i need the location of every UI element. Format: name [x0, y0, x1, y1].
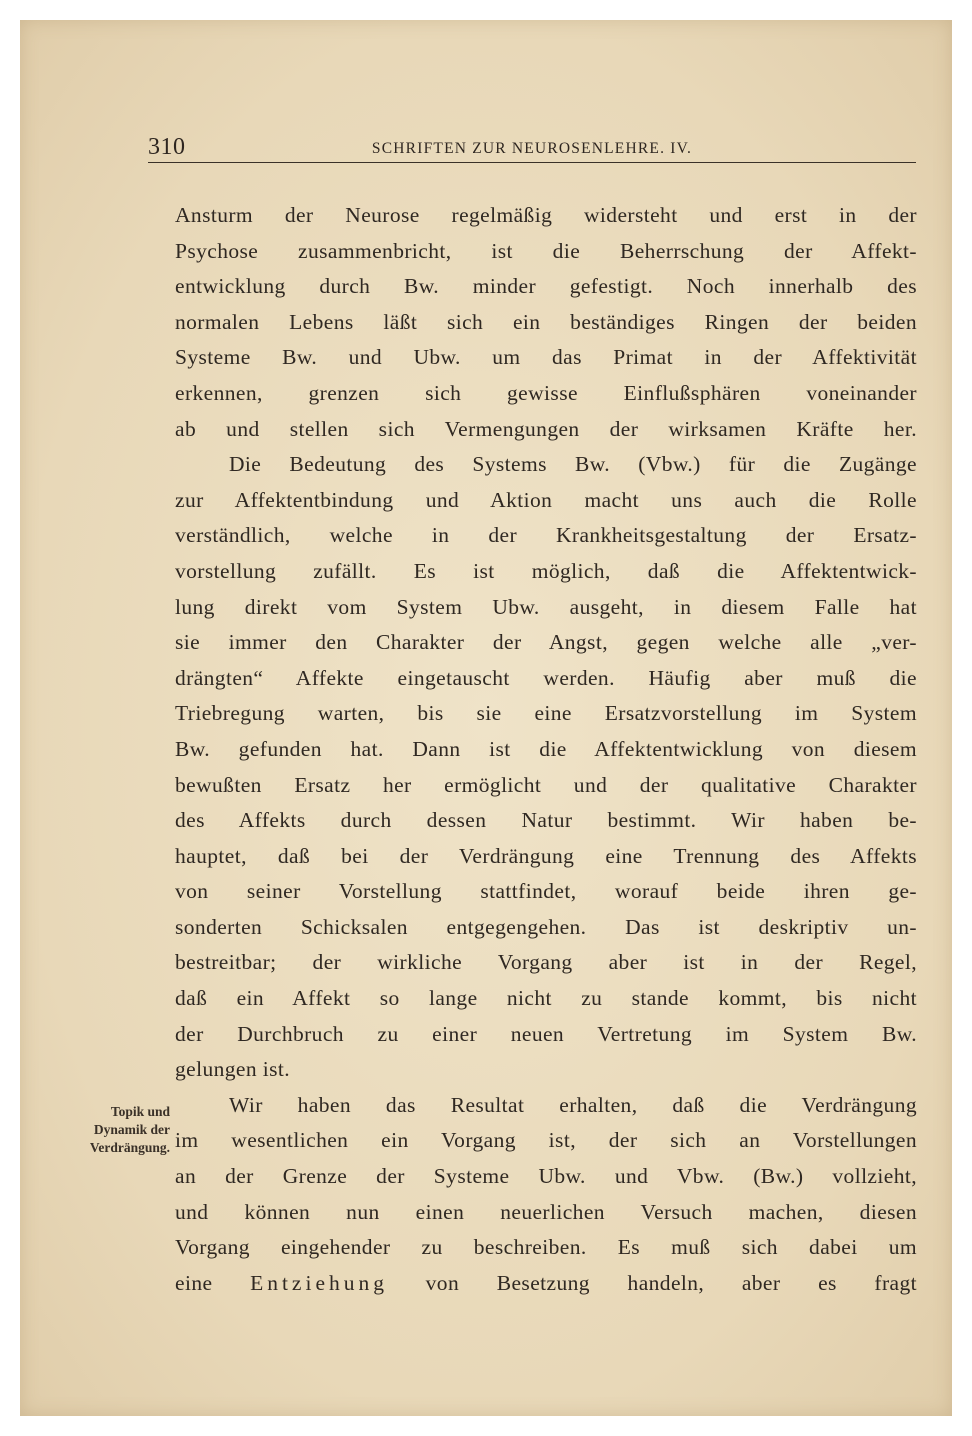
text-line: erkennen, grenzen sich gewisse Einflußsphären voneinander: [175, 380, 917, 405]
text-line: normalen Lebens läßt sich ein beständiges Ringen der beiden: [175, 309, 917, 334]
text-line: sonderten Schicksalen entgegengehen. Das ist deskriptiv un-: [175, 914, 917, 939]
text-line: Psychose zusammenbricht, ist die Beherrschung der Affekt-: [175, 238, 917, 263]
text-line: entwicklung durch Bw. minder gefestigt. Noch innerhalb des: [175, 274, 917, 299]
text-line: sie immer den Charakter der Angst, gegen welche alle „ver-: [175, 630, 917, 655]
text-line: des Affekts durch dessen Natur bestimmt. Wir haben be-: [175, 808, 917, 833]
margin-note-line: Topik und: [110, 1104, 170, 1119]
text-line: Wir haben das Resultat erhalten, daß die Verdrängung: [229, 1092, 917, 1117]
text-line: Triebregung warten, bis sie eine Ersatzvorstellung im System: [175, 701, 917, 726]
text-line: verständlich, welche in der Krankheitsgestaltung der Ersatz-: [175, 523, 917, 548]
text-line: lung direkt vom System Ubw. ausgeht, in diesem Falle hat: [175, 594, 917, 619]
text-line: Systeme Bw. und Ubw. um das Primat in der Affektivität: [175, 345, 917, 370]
emphasized-word: Entziehung: [250, 1270, 388, 1295]
text-line: Die Bedeutung des Systems Bw. (Vbw.) für die Zugänge: [229, 452, 917, 477]
text-line: vorstellung zufällt. Es ist möglich, daß die Affektentwick-: [175, 558, 917, 583]
margin-note-line: Verdrängung.: [89, 1140, 170, 1155]
text-line: im wesentlichen ein Vorgang ist, der sich an Vorstellungen: [175, 1128, 917, 1153]
text-line: hauptet, daß bei der Verdrängung eine Trennung des Affekts: [175, 843, 917, 868]
page-header: [148, 118, 916, 163]
page-number: 310: [148, 134, 186, 160]
text-line: bewußten Ersatz her ermöglicht und der qualitative Charakter: [175, 772, 917, 797]
text-line: drängten“ Affekte eingetauscht werden. Häufig aber muß die: [175, 665, 917, 690]
text-fragment: von Besetzung handeln, aber es fragt: [425, 1270, 918, 1295]
body-text: [175, 198, 917, 1301]
text-line: Bw. gefunden hat. Dann ist die Affektentwicklung von diesem: [175, 736, 917, 761]
text-line: ab und stellen sich Vermengungen der wirksamen Kräfte her.: [175, 416, 917, 441]
text-line: und können nun einen neuerlichen Versuch machen, diesen: [175, 1199, 917, 1224]
text-line: zur Affektentbindung und Aktion macht uns auch die Rolle: [175, 487, 917, 512]
text-line: bestreitbar; der wirkliche Vorgang aber ist in der Regel,: [175, 950, 917, 975]
text-line: gelungen ist.: [175, 1057, 291, 1082]
running-title: SCHRIFTEN ZUR NEUROSENLEHRE. IV.: [371, 140, 693, 157]
margin-note-line: Dynamik der: [93, 1122, 170, 1137]
text-line: Ansturm der Neurose regelmäßig widersteht und erst in der: [175, 203, 917, 227]
text-fragment: eine: [175, 1270, 213, 1295]
text-line: der Durchbruch zu einer neuen Vertretung im System Bw.: [175, 1021, 917, 1046]
text-line: Vorgang eingehender zu beschreiben. Es muß sich dabei um: [175, 1235, 917, 1260]
text-line: von seiner Vorstellung stattfindet, worauf beide ihren ge-: [175, 879, 917, 904]
text-line: an der Grenze der Systeme Ubw. und Vbw. (Bw.) vollzieht,: [175, 1164, 917, 1189]
text-line-last: [175, 1266, 917, 1302]
margin-note: [44, 1103, 170, 1157]
text-line: daß ein Affekt so lange nicht zu stande kommt, bis nicht: [175, 986, 917, 1011]
